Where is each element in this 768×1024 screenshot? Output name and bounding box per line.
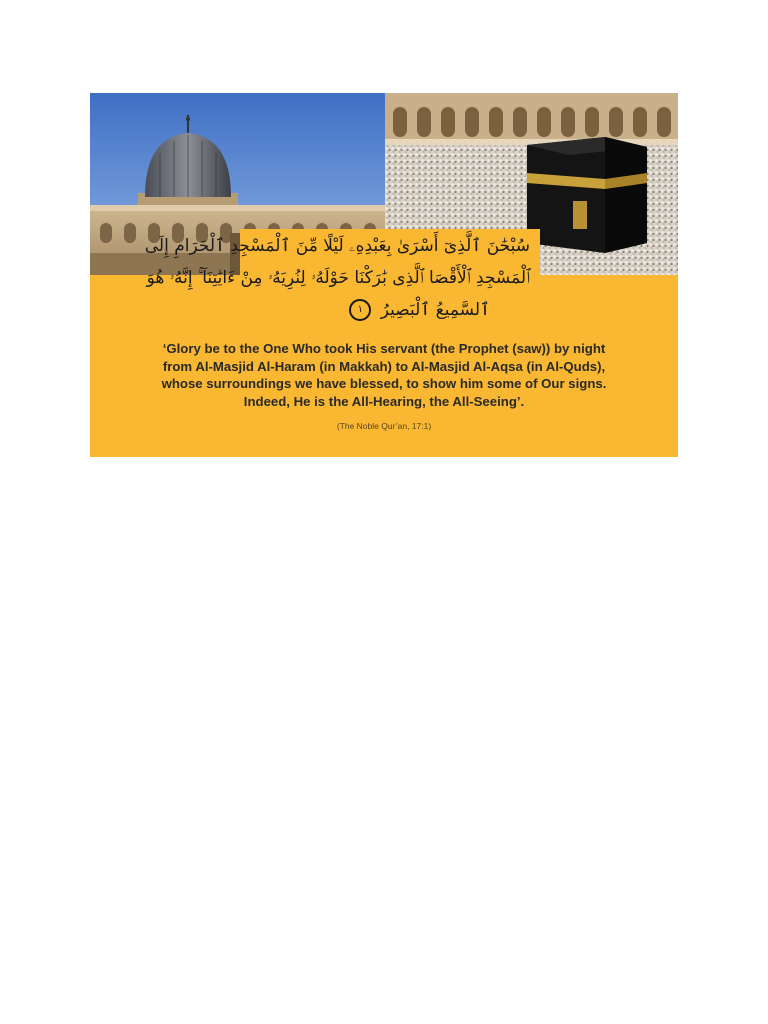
- verse-citation: (The Noble Qur’an, 17:1): [336, 421, 432, 431]
- arabic-verse-line-3: [290, 297, 490, 323]
- translation-line-2: from Al-Masjid Al-Haram (in Makkah) to Al-Masjid Al-Aqsa (in Al-Quds),: [162, 358, 606, 374]
- verse-translation: [90, 340, 678, 410]
- verse-card: [90, 93, 678, 457]
- translation-line-1: ‘Glory be to the One Who took His servant (the Prophet (saw)) by night: [162, 341, 606, 356]
- arabic-verse-line-2: ٱلْمَسْجِدِ ٱلْأَقْصَا ٱلَّذِى بَٰرَكْنَا حَوْلَهُۥ لِنُرِيَهُۥ مِنْ ءَايَٰتِنَآ ۚ إِنَّهُۥ هُوَ: [146, 268, 530, 288]
- ayah-number-mark: ١: [349, 299, 371, 321]
- translation-line-4: Indeed, He is the All-Hearing, the All-Seeing’.: [243, 393, 525, 409]
- arabic-verse-panel: [144, 229, 540, 349]
- arabic-verse-line-3-text: ٱلسَّمِيعُ ٱلْبَصِيرُ: [380, 300, 490, 320]
- arabic-verse-line-1: سُبْحَٰنَ ٱلَّذِىٓ أَسْرَىٰ بِعَبْدِهِۦ لَيْلًا مِّنَ ٱلْمَسْجِدِ ٱلْحَرَامِ إِلَى: [144, 236, 530, 256]
- translation-line-3: whose surroundings we have blessed, to show him some of Our signs.: [161, 376, 607, 391]
